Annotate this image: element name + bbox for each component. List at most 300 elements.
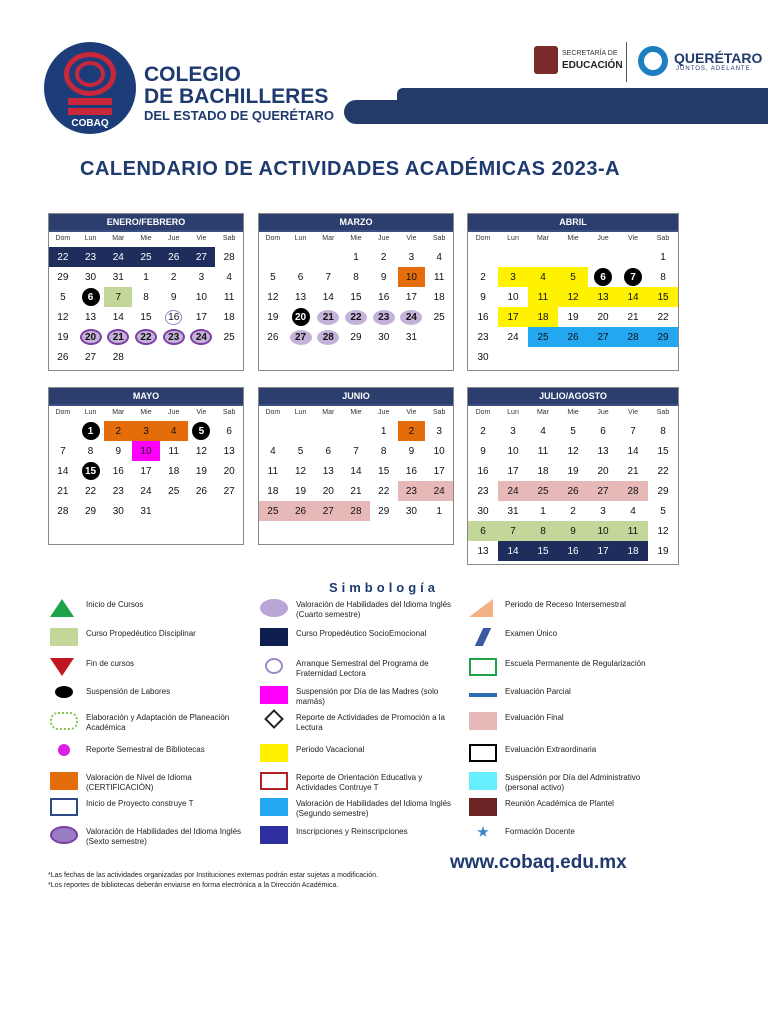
day-cell [160, 347, 188, 367]
month-header: JULIO/AGOSTO [468, 388, 678, 404]
weekday-label: Mar [322, 235, 335, 242]
day-cell: 4 [270, 445, 276, 457]
day-cell: 21 [57, 485, 69, 497]
day-cell [160, 501, 188, 521]
day-cell: 18 [267, 485, 279, 497]
day-cell: 24 [140, 485, 152, 497]
day-cell: 28 [342, 501, 370, 521]
legend-label: Curso Propedéutico SocioEmocional [296, 629, 427, 638]
day-cell: 12 [195, 445, 207, 457]
weekday-label: Dom [475, 235, 491, 242]
legend-swatch [50, 712, 78, 730]
day-cell: 18 [168, 465, 180, 477]
legend-label: Valoración de Habilidades del Idioma Inglés (Cuarto semestre) [296, 600, 452, 619]
legend-swatch [475, 628, 491, 646]
day-cell: 30 [405, 505, 417, 517]
day-cell: 6 [588, 267, 618, 287]
day-cell: 10 [507, 291, 519, 303]
day-cell: 12 [57, 311, 69, 323]
day-cell: 13 [322, 465, 334, 477]
day-cell: 10 [195, 291, 207, 303]
legend-label: Escuela Permanente de Regularización [505, 659, 646, 668]
day-cell: 9 [480, 445, 486, 457]
day-cell: 18 [223, 311, 235, 323]
day-cell: 13 [597, 445, 609, 457]
legend-label: Evaluación Final [505, 713, 564, 722]
day-cell: 16 [378, 291, 390, 303]
weekday-label: Vie [196, 409, 207, 416]
day-cell: 20 [223, 465, 235, 477]
day-cell: 3 [510, 425, 516, 437]
day-cell: 10 [132, 441, 160, 461]
day-cell: 10 [398, 267, 426, 287]
day-cell: 30 [112, 505, 124, 517]
calendar-mayo [48, 387, 244, 545]
calendar-abril [467, 213, 679, 371]
day-cell: 4 [226, 271, 232, 283]
day-cell [648, 347, 678, 367]
legend-swatch [50, 772, 78, 790]
legend-swatch [260, 772, 288, 790]
day-cell: 11 [168, 445, 179, 457]
day-cell: 12 [295, 465, 307, 477]
day-cell: 31 [140, 505, 152, 517]
day-cell: 11 [618, 521, 648, 541]
day-cell: 4 [630, 505, 636, 517]
legend-swatch [55, 686, 73, 698]
day-cell [558, 347, 588, 367]
month-header: MARZO [259, 214, 453, 230]
weekday-label: Mar [322, 409, 335, 416]
legend-label: Suspensión por Día de las Madres (solo mamás) [296, 687, 439, 706]
weekday-label: Mar [536, 235, 550, 242]
weekday-label: Vie [196, 235, 207, 242]
day-cell: 27 [188, 247, 216, 267]
day-cell: 5 [188, 421, 216, 441]
day-cell: 18 [537, 465, 549, 477]
day-cell: 20 [597, 465, 609, 477]
day-cell: 27 [588, 327, 618, 347]
calendar-marzo [258, 213, 454, 371]
day-cell: 21 [350, 485, 362, 497]
weekday-label: Jue [597, 409, 609, 416]
college-name: COLEGIO DE BACHILLERES [144, 63, 329, 108]
sep-top-text: SECRETARÍA DE [562, 50, 618, 57]
day-cell [588, 247, 618, 267]
day-cell: 19 [267, 311, 279, 323]
day-cell [588, 347, 618, 367]
legend-swatch [264, 709, 284, 729]
weekday-label: Sab [222, 409, 236, 416]
day-cell: 7 [353, 445, 359, 457]
day-cell: 1 [77, 421, 105, 441]
day-cell: 23 [477, 485, 489, 497]
day-cell: 12 [567, 445, 579, 457]
day-cell: 29 [57, 271, 69, 283]
legend-swatch [260, 744, 288, 762]
day-cell: 21 [314, 307, 342, 327]
legend-label: Formación Docente [505, 827, 575, 836]
day-cell: 27 [314, 501, 342, 521]
weekday-label: Mie [140, 235, 152, 242]
day-cell: 9 [170, 291, 177, 303]
day-cell: 23 [112, 485, 124, 497]
day-cell: 11 [537, 445, 549, 457]
website-link[interactable]: www.cobaq.edu.mx [450, 852, 627, 873]
day-cell [259, 421, 287, 441]
day-cell: 6 [468, 521, 498, 541]
day-cell: 14 [498, 541, 528, 561]
day-cell [618, 247, 648, 267]
weekday-label: Sab [432, 409, 446, 416]
weekday-label: Lun [84, 235, 97, 242]
legend-label: Valoración de Habilidades del Idioma Inglés (Segundo semestre) [296, 799, 452, 818]
day-cell: 4 [160, 421, 188, 441]
day-cell: 2 [170, 271, 177, 283]
legend-label: Suspensión por Día del Administrativo (personal activo) [505, 773, 641, 792]
day-cell: 17 [588, 541, 618, 561]
legend-label: Evaluación Extraordinaria [505, 745, 597, 754]
legend-swatch [469, 712, 497, 730]
day-cell: 27 [287, 327, 315, 347]
day-cell: 19 [295, 485, 307, 497]
day-cell: 17 [405, 291, 417, 303]
day-cell: 8 [660, 425, 666, 437]
legend-label: Curso Propedéutico Disciplinar [86, 629, 196, 638]
day-cell: 1 [660, 251, 666, 263]
weekday-label: Vie [406, 409, 417, 416]
day-cell: 24 [398, 307, 426, 327]
day-cell: 28 [112, 351, 124, 363]
day-cell: 9 [480, 291, 486, 303]
legend-swatch [50, 628, 78, 646]
day-cell: 14 [57, 465, 69, 477]
day-cell: 21 [627, 311, 639, 323]
legend-swatch [260, 798, 288, 816]
day-cell: 25 [223, 331, 235, 343]
weekday-label: Jue [378, 235, 390, 242]
day-cell: 19 [57, 331, 69, 343]
day-cell: 23 [77, 247, 105, 267]
day-cell: 20 [597, 311, 609, 323]
legend-swatch [50, 826, 78, 844]
day-cell: 19 [567, 311, 579, 323]
day-cell: 10 [588, 521, 618, 541]
day-cell: 8 [353, 271, 359, 283]
day-cell: 8 [87, 445, 94, 457]
legend-swatch [477, 826, 489, 838]
day-cell: 1 [540, 505, 546, 517]
day-cell: 17 [140, 465, 152, 477]
day-cell: 2 [480, 425, 486, 437]
footnote-1: *Las fechas de las actividades organizadas por Instituciones externas podrán estar sujetas a modificación. [48, 872, 378, 879]
legend-swatch [260, 599, 288, 617]
day-cell: 24 [188, 327, 216, 347]
day-cell: 15 [528, 541, 558, 561]
weekday-label: Jue [597, 235, 609, 242]
day-cell: 14 [618, 287, 648, 307]
weekday-label: Lun [84, 409, 97, 416]
day-cell: 8 [143, 291, 149, 303]
day-cell: 28 [57, 505, 69, 517]
day-cell [558, 247, 588, 267]
day-cell: 27 [588, 481, 618, 501]
day-cell: 4 [436, 251, 442, 263]
day-cell: 23 [370, 307, 398, 327]
weekday-label: Dom [265, 409, 281, 416]
legend-swatch [260, 686, 288, 704]
day-cell: 15 [140, 311, 152, 323]
day-cell [314, 421, 342, 441]
day-cell: 21 [627, 465, 639, 477]
legend-label: Elaboración y Adaptación de Planeación Académica [86, 713, 230, 732]
day-cell: 11 [433, 271, 445, 283]
header-bar [397, 88, 768, 100]
day-cell [314, 247, 342, 267]
day-cell: 30 [477, 351, 489, 363]
day-cell: 7 [104, 287, 132, 307]
day-cell: 10 [507, 445, 519, 457]
day-cell: 3 [198, 271, 205, 283]
day-cell: 15 [378, 465, 390, 477]
day-cell: 20 [77, 327, 105, 347]
day-cell: 16 [558, 541, 588, 561]
day-cell: 5 [660, 505, 666, 517]
day-cell: 29 [350, 331, 362, 343]
day-cell: 5 [60, 291, 66, 303]
legend-label: Periodo de Receso Intersemestral [505, 600, 626, 609]
day-cell: 23 [477, 331, 489, 343]
day-cell: 26 [57, 351, 69, 363]
day-cell: 22 [657, 465, 669, 477]
day-cell: 16 [112, 465, 124, 477]
day-cell: 26 [558, 327, 588, 347]
day-cell: 9 [115, 445, 122, 457]
weekday-label: Dom [265, 235, 281, 242]
day-cell: 8 [660, 271, 666, 283]
legend-label: Reporte de Orientación Educativa y Actividades Contruye T [296, 773, 423, 792]
day-cell: 13 [477, 545, 489, 557]
day-cell: 9 [558, 521, 588, 541]
day-cell: 25 [528, 327, 558, 347]
day-cell: 20 [322, 485, 334, 497]
weekday-label: Lun [507, 409, 519, 416]
day-cell: 16 [477, 311, 489, 323]
day-cell: 5 [270, 271, 276, 283]
day-cell: 2 [380, 251, 387, 263]
day-cell [49, 421, 77, 441]
weekday-label: Mar [112, 235, 125, 242]
legend-label: Reunión Académica de Plantel [505, 799, 614, 808]
day-cell: 7 [498, 521, 528, 541]
day-cell [498, 347, 528, 367]
legend-label: Valoración de Nivel de Idioma (CERTIFICACIÓN) [86, 773, 192, 792]
legend-label: Fin de cursos [86, 659, 135, 668]
month-header: JUNIO [259, 388, 453, 404]
legend-label: Arranque Semestral del Programa de Fraternidad Lectora [296, 659, 429, 678]
day-cell: 14 [627, 445, 639, 457]
day-cell [215, 347, 243, 367]
weekday-label: Jue [168, 409, 180, 416]
day-cell: 3 [436, 425, 442, 437]
day-cell: 25 [433, 311, 445, 323]
day-cell: 6 [600, 425, 606, 437]
weekday-label: Vie [628, 409, 638, 416]
day-cell: 22 [132, 327, 160, 347]
day-cell: 11 [223, 291, 235, 303]
legend-title: Simbología [328, 580, 440, 595]
day-cell: 26 [160, 247, 188, 267]
day-cell: 31 [112, 271, 124, 283]
legend-swatch [50, 798, 78, 816]
day-cell: 29 [378, 505, 390, 517]
day-cell: 13 [295, 291, 307, 303]
day-cell: 6 [77, 287, 105, 307]
day-cell [528, 347, 558, 367]
day-cell: 17 [507, 465, 519, 477]
day-cell: 2 [104, 421, 132, 441]
day-cell: 7 [630, 425, 636, 437]
day-cell: 16 [160, 307, 188, 327]
day-cell: 15 [77, 461, 105, 481]
page-title: CALENDARIO DE ACTIVIDADES ACADÉMICAS 2023-A [80, 158, 621, 180]
weekday-label: Mie [350, 409, 362, 416]
day-cell [287, 247, 315, 267]
legend-swatch [50, 658, 74, 676]
legend-label: Inicio de Cursos [86, 600, 144, 609]
day-cell: 2 [570, 505, 576, 517]
day-cell: 17 [498, 307, 528, 327]
day-cell: 17 [195, 311, 207, 323]
weekday-label: Sab [656, 235, 670, 242]
sep-bottom-text: EDUCACIÓN [562, 60, 623, 71]
day-cell: 26 [195, 485, 207, 497]
legend-label: Inscripciones y Reinscripciones [296, 827, 408, 836]
queretaro-logo-icon [638, 46, 668, 76]
day-cell [259, 247, 287, 267]
day-cell [468, 247, 498, 267]
day-cell: 25 [132, 247, 160, 267]
legend-label: Suspensión de Labores [86, 687, 171, 696]
day-cell: 30 [85, 271, 97, 283]
calendar-junio [258, 387, 454, 545]
weekday-label: Dom [475, 409, 491, 416]
day-cell: 12 [657, 525, 669, 537]
legend-swatch [260, 628, 288, 646]
day-cell: 7 [618, 267, 648, 287]
day-cell: 14 [112, 311, 124, 323]
month-header: MAYO [49, 388, 243, 404]
day-cell: 6 [325, 445, 332, 457]
day-cell: 1 [436, 505, 442, 517]
day-cell: 13 [588, 287, 618, 307]
legend-label: Evaluación Parcial [505, 687, 571, 696]
footnote-2: *Los reportes de bibliotecas deberán enviarse en forma electrónica a la Dirección Académica. [48, 882, 339, 889]
legend-label: Valoración de Habilidades del Idioma Inglés (Sexto semestre) [86, 827, 242, 846]
day-cell: 22 [657, 311, 669, 323]
day-cell: 3 [600, 505, 606, 517]
day-cell: 19 [195, 465, 207, 477]
legend-label: Reporte de Actividades de Promoción a la Lectura [296, 713, 445, 732]
weekday-label: Vie [628, 235, 638, 242]
day-cell: 1 [143, 271, 149, 283]
weekday-label: Dom [55, 409, 71, 416]
queretaro-name: QUERÉTARO [674, 50, 763, 66]
day-cell [498, 247, 528, 267]
day-cell: 26 [267, 331, 279, 343]
day-cell: 15 [350, 291, 362, 303]
day-cell: 29 [657, 485, 669, 497]
day-cell: 8 [528, 521, 558, 541]
day-cell: 28 [314, 327, 342, 347]
month-header: ABRIL [468, 214, 678, 230]
day-cell: 16 [405, 465, 417, 477]
legend-swatch [58, 744, 70, 756]
day-cell: 15 [648, 287, 678, 307]
day-cell [425, 327, 453, 347]
day-cell: 31 [507, 505, 519, 517]
day-cell: 24 [507, 331, 519, 343]
day-cell: 7 [325, 271, 332, 283]
day-cell: 9 [408, 445, 415, 457]
day-cell: 8 [380, 445, 387, 457]
day-cell: 27 [223, 485, 235, 497]
day-cell: 19 [567, 465, 579, 477]
day-cell: 19 [657, 545, 669, 557]
legend-swatch [265, 658, 283, 674]
day-cell: 16 [477, 465, 489, 477]
day-cell [618, 347, 648, 367]
day-cell: 12 [267, 291, 279, 303]
day-cell: 1 [353, 251, 359, 263]
day-cell: 3 [132, 421, 160, 441]
day-cell: 28 [618, 327, 648, 347]
header-bar-lower [344, 100, 768, 124]
weekday-label: Sab [432, 235, 446, 242]
legend-swatch [469, 693, 497, 697]
legend-swatch [469, 658, 497, 676]
day-cell: 7 [60, 445, 66, 457]
legend-swatch [469, 772, 497, 790]
college-subtitle: DEL ESTADO DE QUERÉTARO [144, 108, 334, 123]
day-cell: 29 [648, 327, 678, 347]
calendar-julio-agosto [467, 387, 679, 565]
legend-swatch [469, 798, 497, 816]
day-cell: 14 [322, 291, 334, 303]
day-cell: 11 [528, 287, 558, 307]
day-cell: 22 [342, 307, 370, 327]
day-cell: 28 [223, 251, 235, 263]
day-cell [188, 501, 216, 521]
day-cell: 12 [558, 287, 588, 307]
legend-label: Periodo Vacacional [296, 745, 365, 754]
day-cell: 31 [405, 331, 417, 343]
cobaq-logo: COBAQ [44, 42, 136, 134]
day-cell: 30 [477, 505, 489, 517]
day-cell: 18 [528, 307, 558, 327]
day-cell: 15 [657, 445, 669, 457]
weekday-label: Mar [536, 409, 550, 416]
day-cell: 24 [425, 481, 453, 501]
legend-label: Reporte Semestral de Bibliotecas [86, 745, 205, 754]
day-cell: 4 [540, 425, 546, 437]
calendar-enero-febrero [48, 213, 244, 371]
day-cell: 4 [528, 267, 558, 287]
legend-swatch [469, 599, 493, 617]
day-cell: 17 [433, 465, 445, 477]
day-cell [188, 347, 216, 367]
day-cell: 25 [528, 481, 558, 501]
